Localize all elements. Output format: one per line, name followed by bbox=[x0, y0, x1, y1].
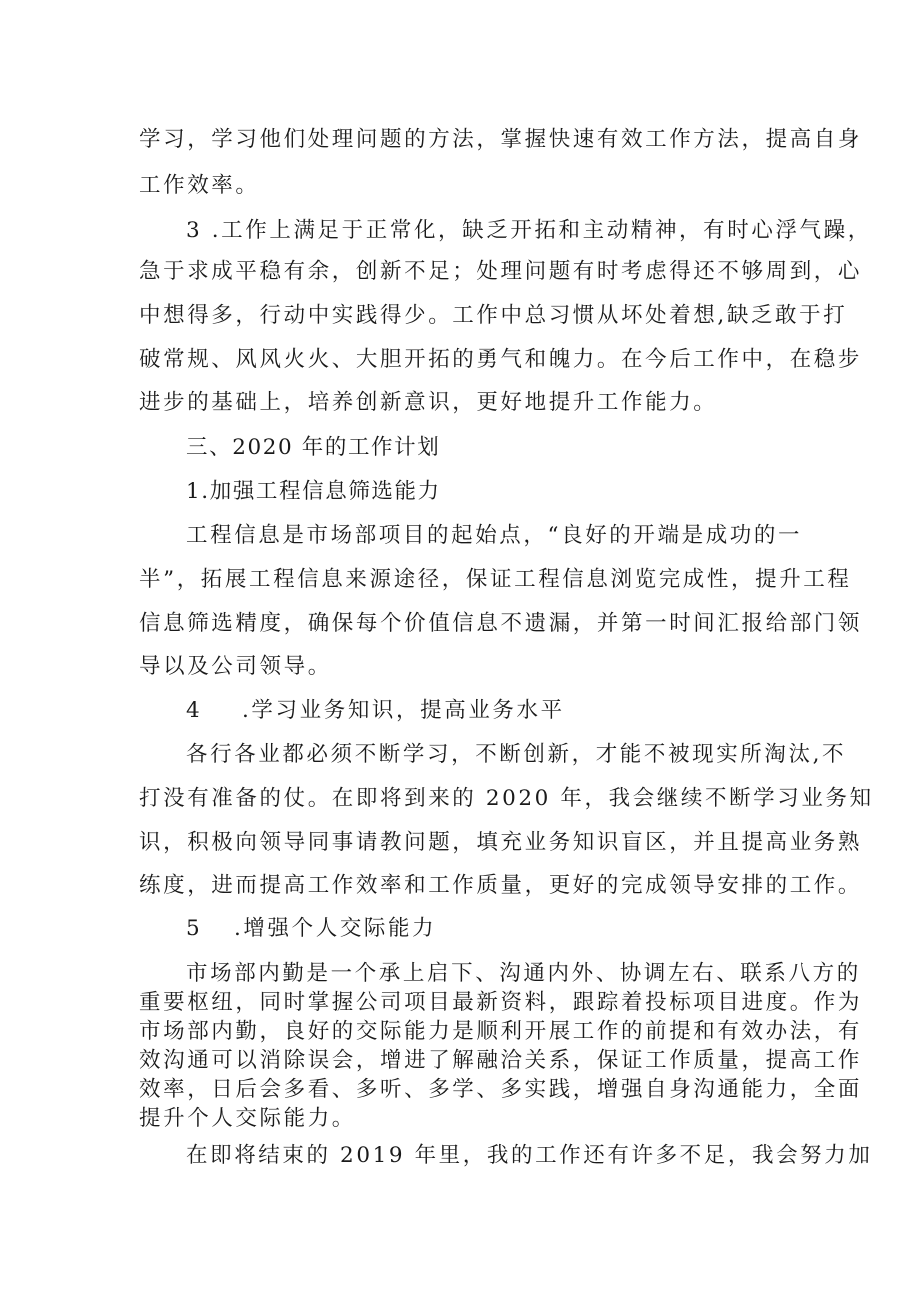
paragraph-line: 效率，日后会多看、多听、多学、多实践，增强自身沟通能力，全面 bbox=[139, 1077, 863, 1102]
paragraph-line: 3 .工作上满足于正常化，缺乏开拓和主动精神，有时心浮气躁， bbox=[186, 218, 872, 243]
paragraph-line: 中想得多，行动中实践得少。工作中总习惯从坏处着想,缺乏敢于打 bbox=[139, 303, 848, 328]
paragraph-line: 进步的基础上，培养创新意识，更好地提升工作能力。 bbox=[139, 390, 718, 415]
paragraph-line: 导以及公司领导。 bbox=[139, 654, 332, 679]
paragraph-line: 工程信息是市场部项目的起始点，“良好的开端是成功的一 bbox=[186, 523, 803, 548]
item-text: .学习业务知识，提高业务水平 bbox=[242, 698, 565, 723]
section-heading: 三、2020 年的工作计划 bbox=[186, 435, 441, 460]
paragraph-line: 效沟通可以消除误会，增进了解融洽关系，保证工作质量，提高工作 bbox=[139, 1048, 863, 1073]
paragraph-line: 打没有准备的仗。在即将到来的 2020 年，我会继续不断学习业务知 bbox=[139, 786, 874, 811]
item-heading: 1.加强工程信息筛选能力 bbox=[186, 479, 441, 504]
paragraph-line: 学习，学习他们处理问题的方法，掌握快速有效工作方法，提高自身 bbox=[139, 127, 863, 152]
paragraph-line: 重要枢纽，同时掌握公司项目最新资料，跟踪着投标项目进度。作为 bbox=[139, 990, 863, 1015]
paragraph-line: 半”，拓展工程信息来源途径，保证工程信息浏览完成性，提升工程 bbox=[139, 567, 852, 592]
paragraph-line: 识，积极向领导同事请教问题，填充业务知识盲区，并且提高业务熟 bbox=[139, 830, 863, 855]
paragraph-line: 各行各业都必须不断学习，不断创新，才能不被现实所淘汰,不 bbox=[186, 742, 847, 767]
paragraph-line: 提升个人交际能力。 bbox=[139, 1106, 356, 1131]
paragraph-line: 急于求成平稳有余，创新不足；处理问题有时考虑得还不够周到，心 bbox=[139, 259, 863, 284]
item-text: .增强个人交际能力 bbox=[234, 916, 437, 941]
item-number: 5 bbox=[186, 916, 203, 941]
paragraph-line: 破常规、风风火火、大胆开拓的勇气和魄力。在今后工作中，在稳步 bbox=[139, 347, 863, 372]
paragraph-line: 练度，进而提高工作效率和工作质量，更好的完成领导安排的工作。 bbox=[139, 873, 863, 898]
paragraph-line: 市场部内勤，良好的交际能力是顺利开展工作的前提和有效办法，有 bbox=[139, 1019, 863, 1044]
paragraph-line: 工作效率。 bbox=[139, 173, 260, 198]
paragraph-line: 信息筛选精度，确保每个价值信息不遗漏，并第一时间汇报给部门领 bbox=[139, 611, 863, 636]
item-heading bbox=[186, 915, 436, 943]
item-heading bbox=[186, 697, 565, 725]
paragraph-line: 市场部内勤是一个承上启下、沟通内外、协调左右、联系八方的 bbox=[186, 961, 861, 986]
item-number: 4 bbox=[186, 698, 203, 723]
paragraph-line: 在即将结束的 2019 年里，我的工作还有许多不足，我会努力加 bbox=[186, 1143, 873, 1168]
